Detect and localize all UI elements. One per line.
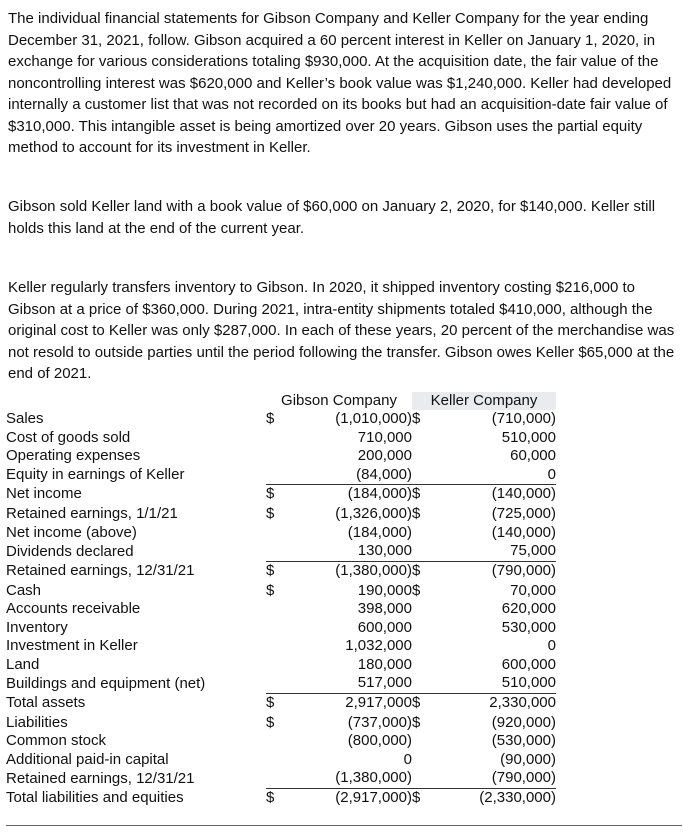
table-row xyxy=(6,619,556,637)
gibson-amount: 2,917,000 xyxy=(345,693,412,711)
keller-amount: (2,330,000) xyxy=(479,788,556,806)
gibson-dollar-sign: $ xyxy=(266,561,275,579)
gibson-dollar-sign xyxy=(266,447,286,465)
keller-amount: (140,000) xyxy=(491,523,556,541)
gibson-amount: 200,000 xyxy=(357,447,412,465)
gibson-dollar-sign: $ xyxy=(266,788,275,806)
table-row xyxy=(6,429,556,447)
gibson-dollar-sign: $ xyxy=(266,582,275,600)
gibson-amount: 1,032,000 xyxy=(345,637,412,655)
gibson-dollar-sign xyxy=(266,637,286,655)
row-label: Net income xyxy=(6,485,82,503)
keller-dollar-sign xyxy=(412,524,432,542)
row-label: Common stock xyxy=(6,732,107,750)
table-row xyxy=(6,561,556,580)
table-row xyxy=(6,542,556,561)
table-row xyxy=(6,447,556,465)
gibson-dollar-sign xyxy=(266,674,286,693)
keller-dollar-sign: $ xyxy=(412,788,421,806)
gibson-amount: (184,000) xyxy=(347,485,412,503)
gibson-amount: 398,000 xyxy=(357,600,412,618)
gibson-amount: 710,000 xyxy=(357,428,412,446)
gibson-dollar-sign: $ xyxy=(266,485,275,503)
keller-company-header: Keller Company xyxy=(412,392,556,410)
row-label: Inventory xyxy=(6,618,68,636)
gibson-amount: (184,000) xyxy=(347,523,412,541)
row-label: Sales xyxy=(6,410,44,428)
table-row xyxy=(6,485,556,504)
table-row xyxy=(6,600,556,618)
row-label: Total assets xyxy=(6,693,86,711)
row-label: Total liabilities and equities xyxy=(6,788,184,806)
keller-amount: (710,000) xyxy=(491,410,556,428)
gibson-amount: 130,000 xyxy=(286,542,412,561)
keller-amount: (140,000) xyxy=(491,485,556,503)
gibson-dollar-sign: $ xyxy=(266,505,275,523)
keller-dollar-sign: $ xyxy=(412,505,421,523)
gibson-amount: (2,917,000) xyxy=(335,788,412,806)
gibson-dollar-sign xyxy=(266,524,286,542)
table-row xyxy=(6,674,556,693)
row-label: Cost of goods sold xyxy=(6,428,131,446)
keller-dollar-sign: $ xyxy=(412,582,421,600)
table-row xyxy=(6,732,556,750)
keller-amount: 60,000 xyxy=(510,447,556,465)
keller-amount: 620,000 xyxy=(501,600,556,618)
gibson-dollar-sign: $ xyxy=(266,693,275,711)
gibson-amount: (1,380,000) xyxy=(335,561,412,579)
gibson-amount: (800,000) xyxy=(347,732,412,750)
land-sale-paragraph: Gibson sold Keller land with a book value of $60,000 on January 2, 2020, for $140,000. Keller still holds this land at the end of the current year. xyxy=(8,198,656,237)
row-label: Accounts receivable xyxy=(6,600,141,618)
keller-dollar-sign xyxy=(412,732,432,750)
keller-dollar-sign xyxy=(412,656,432,674)
keller-dollar-sign xyxy=(412,447,432,465)
row-label: Equity in earnings of Keller xyxy=(6,466,185,484)
row-label: Cash xyxy=(6,582,42,600)
gibson-dollar-sign xyxy=(266,656,286,674)
table-row xyxy=(6,582,556,600)
keller-amount: 70,000 xyxy=(510,582,556,600)
gibson-amount: 180,000 xyxy=(357,655,412,673)
keller-dollar-sign xyxy=(412,674,432,693)
keller-dollar-sign xyxy=(412,429,432,447)
keller-amount: (790,000) xyxy=(491,561,556,579)
table-row xyxy=(6,751,556,769)
table-row xyxy=(6,410,556,428)
financial-statements-table xyxy=(6,392,556,807)
gibson-dollar-sign xyxy=(266,619,286,637)
keller-amount: (920,000) xyxy=(491,713,556,731)
row-label: Retained earnings, 12/31/21 xyxy=(6,561,195,579)
keller-dollar-sign: $ xyxy=(412,410,421,428)
inventory-transfer-paragraph: Keller regularly transfers inventory to Gibson. In 2020, it shipped inventory costing $216,000 to Gibson at a price of $360,000. During 2021, intra-entity shipments totaled $410,000, although the original cost to Keller was only $287,000. In each of these years, 20 percent of the merchandise was not resold to outside parties until the period following the transfer. Gibson owes Keller $65,000 at the end of 2021. xyxy=(8,279,675,382)
keller-dollar-sign xyxy=(412,769,432,788)
row-label: Buildings and equipment (net) xyxy=(6,674,206,692)
gibson-dollar-sign xyxy=(266,466,286,485)
table-row xyxy=(6,637,556,655)
row-label: Net income (above) xyxy=(6,523,137,541)
keller-amount: (790,000) xyxy=(432,769,556,788)
row-label: Additional paid-in capital xyxy=(6,750,169,768)
gibson-company-header: Gibson Company xyxy=(281,392,397,409)
keller-dollar-sign xyxy=(412,466,432,485)
row-label: Liabilities xyxy=(6,713,68,731)
gibson-amount: 190,000 xyxy=(357,582,412,600)
gibson-amount: 600,000 xyxy=(357,618,412,636)
keller-dollar-sign xyxy=(412,619,432,637)
keller-amount: 0 xyxy=(547,637,556,655)
keller-dollar-sign xyxy=(412,637,432,655)
row-label: Land xyxy=(6,655,40,673)
intro-paragraph: The individual financial statements for Gibson Company and Keller Company for the year ending December 31, 2021, follow. Gibson acquired a 60 percent interest in Keller on January 1, 2020, in exchange for various considerations totaling $930,000. At the acquisition date, the fair value of the noncontrolling interest was $620,000 and Keller’s book value was $1,240,000. Keller had developed internally a customer list that was not recorded on its books but had an acquisition-date fair value of $310,000. This intangible asset is being amortized over 20 years. Gibson uses the partial equity method to account for its investment in Keller. xyxy=(8,10,672,156)
gibson-dollar-sign xyxy=(266,600,286,618)
keller-amount: 510,000 xyxy=(432,674,556,693)
keller-dollar-sign: $ xyxy=(412,713,421,731)
keller-dollar-sign xyxy=(412,600,432,618)
table-header-row xyxy=(6,392,556,410)
row-label: Retained earnings, 1/1/21 xyxy=(6,505,178,523)
keller-dollar-sign: $ xyxy=(412,561,421,579)
keller-amount: 530,000 xyxy=(501,618,556,636)
table-row xyxy=(6,656,556,674)
keller-amount: 75,000 xyxy=(432,542,556,561)
gibson-dollar-sign xyxy=(266,769,286,788)
gibson-amount: (84,000) xyxy=(286,466,412,485)
table-row xyxy=(6,466,556,485)
keller-amount: (725,000) xyxy=(491,505,556,523)
table-row xyxy=(6,769,556,788)
bottom-divider xyxy=(6,825,682,826)
gibson-dollar-sign xyxy=(266,429,286,447)
keller-amount: (530,000) xyxy=(491,732,556,750)
gibson-dollar-sign xyxy=(266,542,286,561)
table-row xyxy=(6,714,556,732)
gibson-amount: (1,326,000) xyxy=(335,505,412,523)
gibson-dollar-sign: $ xyxy=(266,410,275,428)
keller-amount: 0 xyxy=(432,466,556,485)
keller-amount: (90,000) xyxy=(500,750,556,768)
table-row xyxy=(6,505,556,523)
keller-dollar-sign xyxy=(412,542,432,561)
keller-amount: 2,330,000 xyxy=(489,693,556,711)
gibson-amount: (1,010,000) xyxy=(335,410,412,428)
row-label: Investment in Keller xyxy=(6,637,138,655)
keller-dollar-sign xyxy=(412,751,432,769)
row-label: Operating expenses xyxy=(6,447,141,465)
gibson-amount: 0 xyxy=(403,750,412,768)
table-row xyxy=(6,788,556,807)
gibson-amount: (737,000) xyxy=(347,713,412,731)
row-label: Dividends declared xyxy=(6,542,134,560)
keller-amount: 510,000 xyxy=(501,428,556,446)
gibson-amount: 517,000 xyxy=(286,674,412,693)
table-row xyxy=(6,693,556,712)
gibson-dollar-sign: $ xyxy=(266,713,275,731)
row-label: Retained earnings, 12/31/21 xyxy=(6,769,195,787)
header-blank xyxy=(6,392,266,410)
gibson-dollar-sign xyxy=(266,751,286,769)
keller-dollar-sign: $ xyxy=(412,693,421,711)
table-row xyxy=(6,524,556,542)
gibson-amount: (1,380,000) xyxy=(286,769,412,788)
keller-dollar-sign: $ xyxy=(412,485,421,503)
gibson-dollar-sign xyxy=(266,732,286,750)
keller-amount: 600,000 xyxy=(501,655,556,673)
